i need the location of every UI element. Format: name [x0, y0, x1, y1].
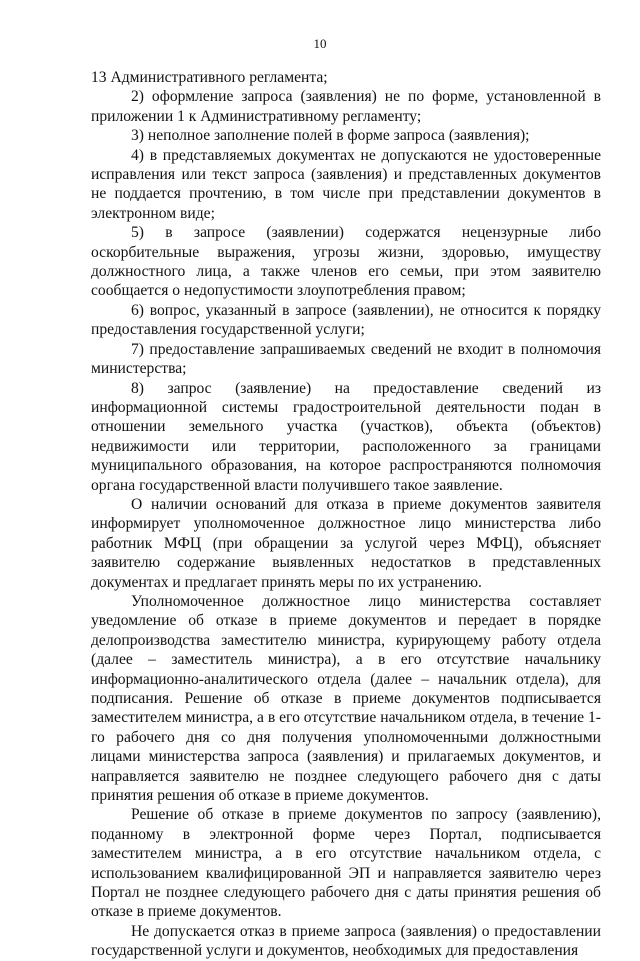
list-item-3: 3) неполное заполнение полей в форме запроса (заявления);: [131, 127, 530, 145]
document-body: [91, 68, 601, 961]
page-number: 10: [313, 36, 327, 51]
list-item-4: 4) в представляемых документах не допускаются не удостоверенные исправления или текст запроса (заявления) и представленных документов не поддается прочтению, в том числе при представлении документов в электронном виде;: [91, 146, 601, 222]
list-item-8: 8) запрос (заявление) на предоставление сведений из информационной системы градостроительной деятельности подан в отношении земельного участка (участков), объекта (объектов) недвижимости или территории, расположенного за границами муниципального образования, на которое распространяются полномочия органа государственной власти получившего такое заявление.: [91, 379, 601, 494]
paragraph: Решение об отказе в приеме документов по запросу (заявлению), поданному в электронной форме через Портал, подписывается заместителем министра, а в его отсутствие начальником отдела, с использованием квалифицированной ЭП и направляется заявителю через Портал не позднее следующего рабочего дня с даты принятия решения об отказе в приеме документов.: [91, 806, 601, 921]
list-item-6: 6) вопрос, указанный в запросе (заявлении), не относится к порядку предоставления государственной услуги;: [91, 301, 601, 339]
paragraph: Не допускается отказ в приеме запроса (заявления) о предоставлении государственной услуги и документов, необходимых для предоставления: [91, 922, 601, 960]
paragraph: О наличии оснований для отказа в приеме документов заявителя информирует уполномоченное должностное лицо министерства либо работник МФЦ (при обращении за услугой через МФЦ), объясняет заявителю содержание выявленных недостатков в представленных документах и предлагает принять меры по их устранению.: [91, 495, 601, 591]
list-item-7: 7) предоставление запрашиваемых сведений не входит в полномочия министерства;: [91, 340, 601, 378]
paragraph-continuation: 13 Административного регламента;: [91, 69, 328, 86]
paragraph: Уполномоченное должностное лицо министерства составляет уведомление об отказе в приеме документов и передает в порядке делопроизводства заместителю министра, курирующему работу отдела (далее – заместитель министра), а в его отсутствие начальнику информационно-аналитического отдела (далее – начальник отдела), для подписания. Решение об отказе в приеме документов подписывается заместителем министра, а в его отсутствие начальником отдела, в течение 1-го рабочего дня со дня получения уполномоченными должностными лицами министерства запроса (заявления) и прилагаемых документов, и направляется заявителю не позднее следующего рабочего дня с даты принятия решения об отказе в приеме документов.: [91, 592, 601, 805]
list-item-2: 2) оформление запроса (заявления) не по форме, установленной в приложении 1 к Административному регламенту;: [91, 88, 601, 125]
list-item-5: 5) в запросе (заявлении) содержатся нецензурные либо оскорбительные выражения, угрозы жизни, здоровью, имуществу должностного лица, а также членов его семьи, при этом заявителю сообщается о недопустимости злоупотребления правом;: [91, 224, 601, 300]
